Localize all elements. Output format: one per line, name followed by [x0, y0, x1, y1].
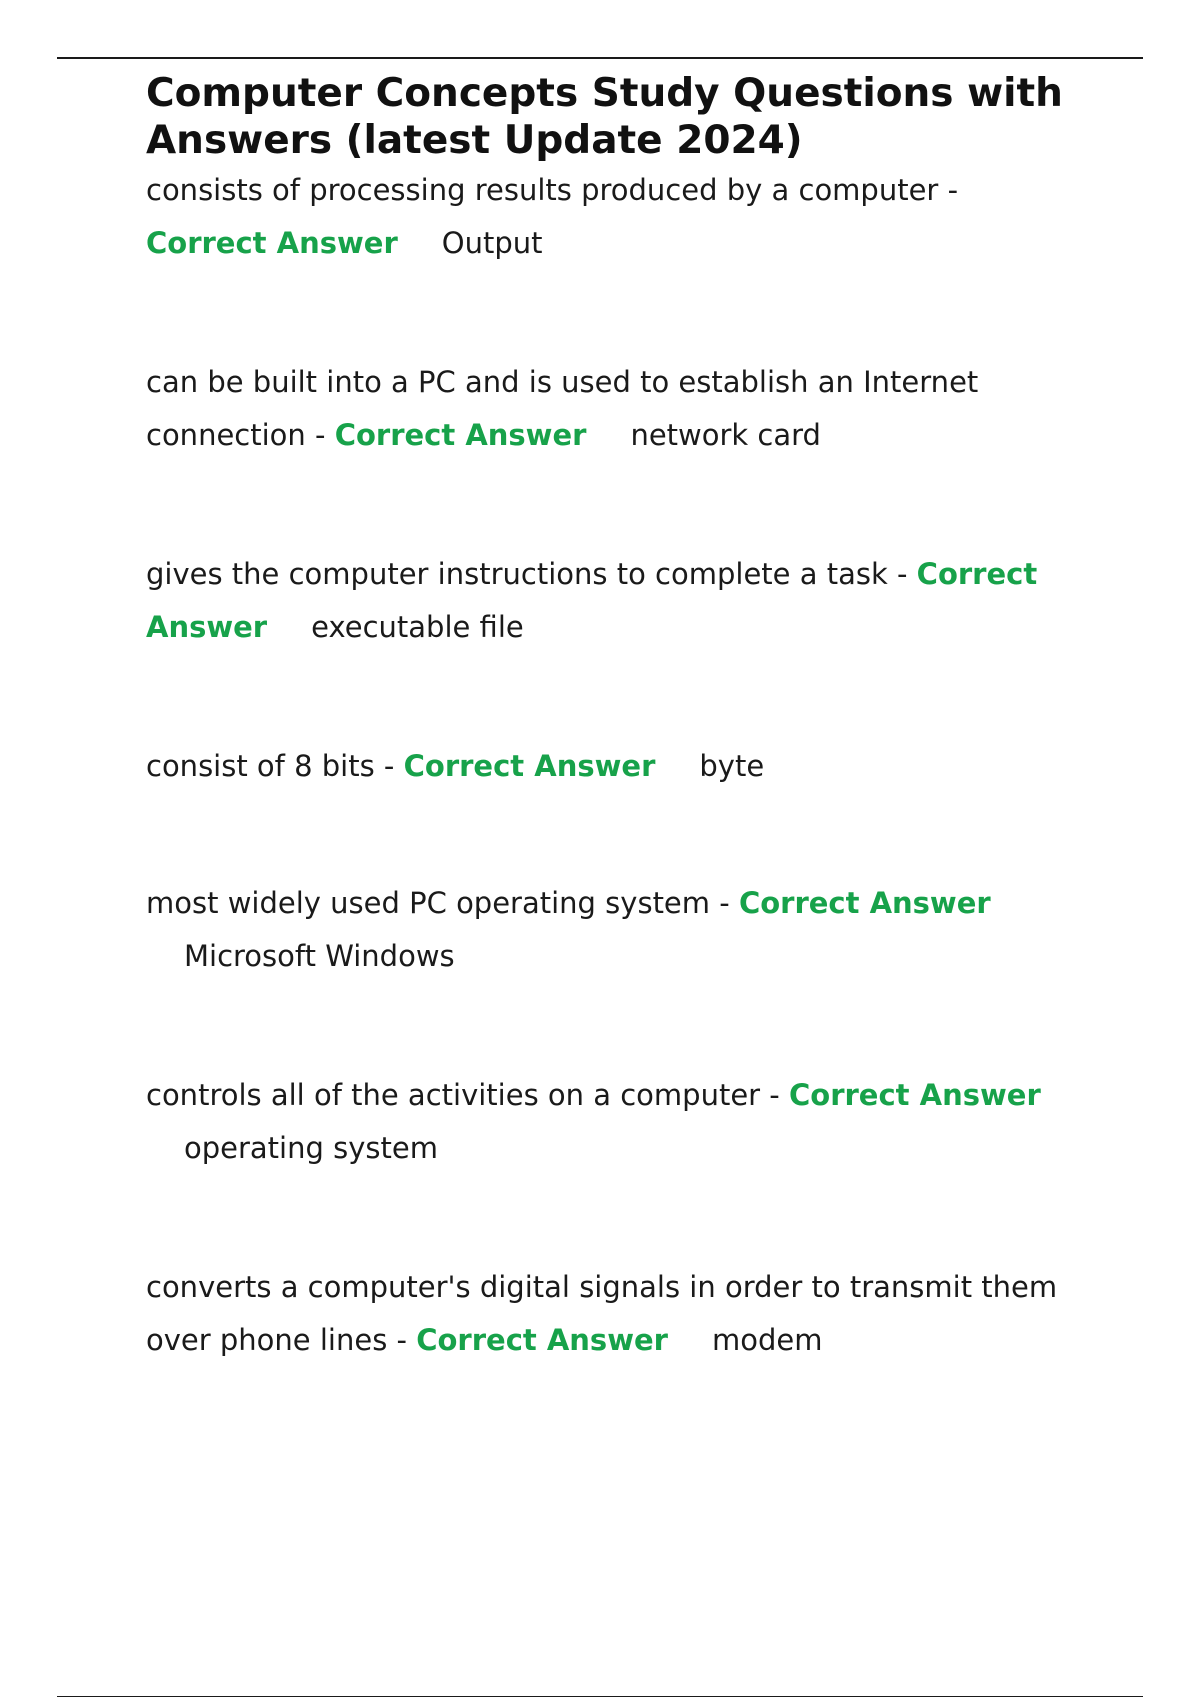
question-text: consist of 8 bits -: [146, 749, 395, 783]
document-body: [146, 70, 1086, 1367]
answer-text: operating system: [184, 1131, 438, 1165]
question-text: can be built into a PC and is used to establish an Internet connection -: [146, 365, 979, 452]
correct-answer-label: Correct Answer: [146, 557, 1038, 644]
answer-text: Microsoft Windows: [184, 939, 455, 973]
document-title: Computer Concepts Study Questions with Answers (latest Update 2024): [146, 71, 1063, 163]
answer-text: network card: [630, 418, 821, 452]
correct-answer-label: Correct Answer: [334, 418, 587, 452]
question-text: most widely used PC operating system -: [146, 886, 730, 920]
qa-item: [146, 356, 1086, 462]
answer-text: executable file: [311, 610, 524, 644]
qa-item: [146, 740, 1086, 793]
qa-item: [146, 1261, 1086, 1367]
answer-text: modem: [711, 1323, 823, 1357]
correct-answer-label: Correct Answer: [403, 749, 656, 783]
question-text: controls all of the activities on a computer -: [146, 1078, 780, 1112]
top-rule: [57, 57, 1143, 59]
correct-answer-label: Correct Answer: [416, 1323, 668, 1357]
answer-text: byte: [699, 749, 765, 783]
qa-item: [146, 1069, 1086, 1175]
answer-text: Output: [441, 226, 543, 260]
correct-answer-label: Correct Answer: [738, 886, 991, 920]
question-text: gives the computer instructions to complete a task -: [146, 557, 908, 591]
question-text: converts a computer's digital signals in order to transmit them over phone lines -: [146, 1270, 1058, 1357]
correct-answer-label: Correct Answer: [789, 1078, 1041, 1112]
question-text: consists of processing results produced by a computer -: [146, 173, 959, 207]
qa-item: [146, 877, 1086, 983]
qa-item: [146, 164, 1086, 270]
qa-item: [146, 548, 1086, 654]
correct-answer-label: Correct Answer: [146, 226, 398, 260]
bottom-rule: [57, 1696, 1143, 1697]
